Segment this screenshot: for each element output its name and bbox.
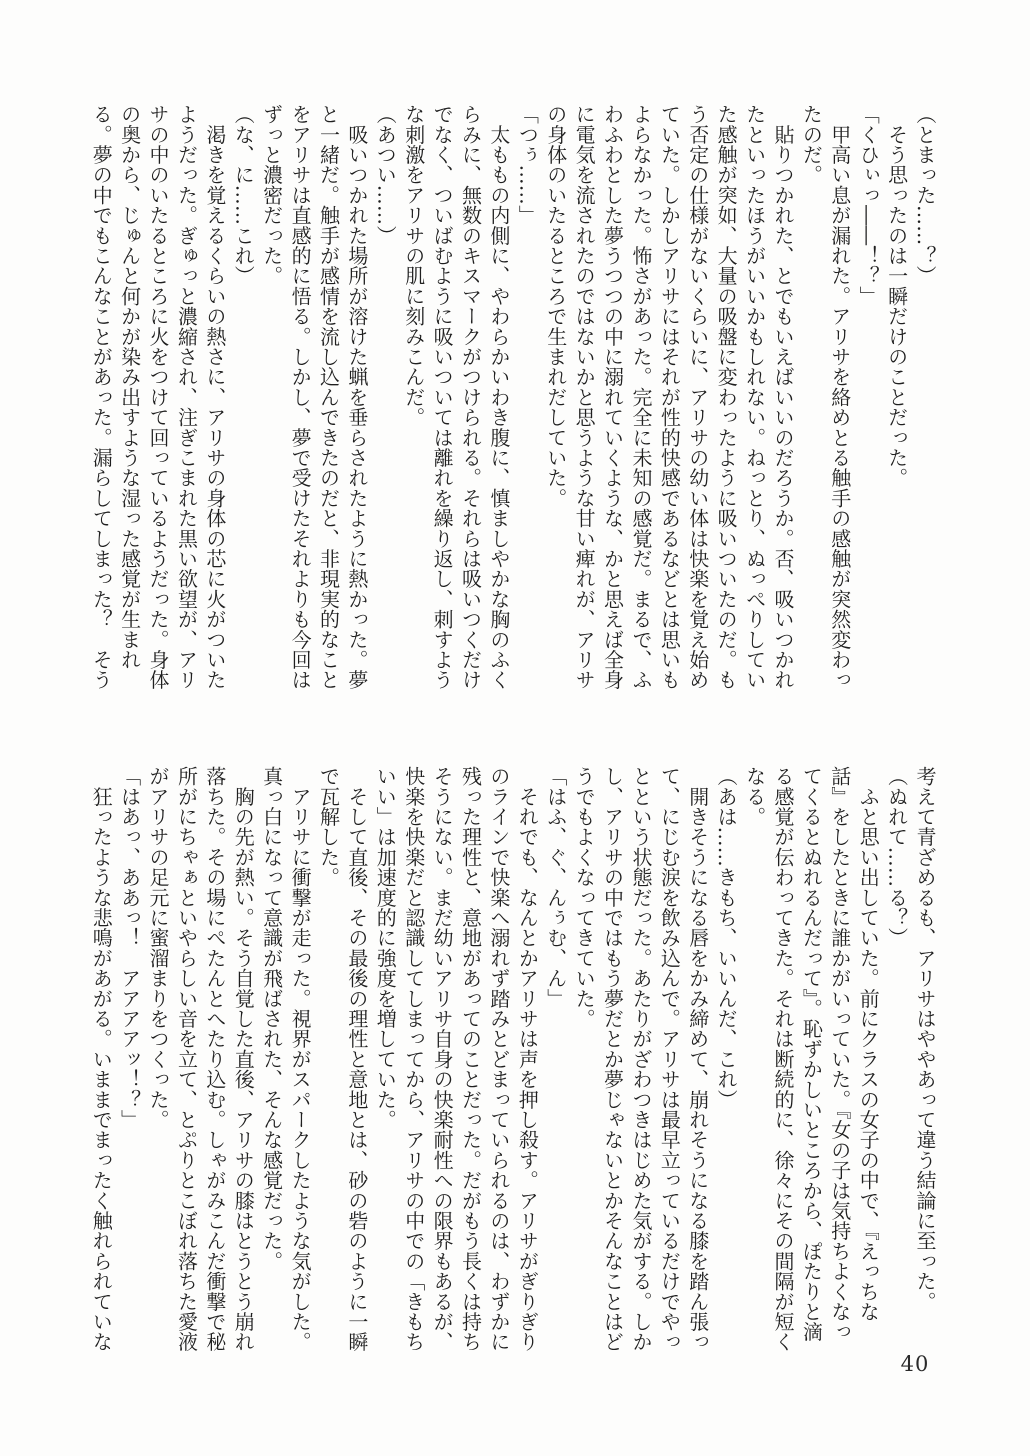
text-line: そして直後、その最後の理性と意地とは、砂の砦のように一瞬 [344, 766, 369, 1352]
text-line: たといったほうがいいかもしれない。ねっとり、ぬっぺりしてい [742, 104, 767, 690]
text-line: ふと思い出していた。前にクラスの女子の中で、『えっちな [856, 766, 881, 1322]
text-line: そうにない。まだ幼いアリサ自身の快楽耐性への限界もあるが、 [430, 766, 455, 1352]
text-line: らみに、無数のキスマークがつけられる。それらは吸いつくだけ [458, 104, 483, 690]
text-line: 開きそうになる唇をかみ締めて、崩れそうになる膝を踏ん張っ [685, 766, 710, 1352]
text-line: と一緒だ。触手が感情を流し込んできたのだと、非現実的なこと [316, 104, 341, 690]
text-line: なる。 [742, 766, 767, 827]
text-line: ずっと濃密だった。 [259, 104, 284, 286]
bottom-text-block [87, 766, 939, 1352]
text-line: （あは……きもち、いいんだ、これ） [714, 766, 739, 1110]
text-line: 「くひぃっ――！？」 [856, 104, 881, 306]
text-line: ようだった。ぎゅっと濃縮され、注ぎこまれた黒い欲望が、アリ [174, 104, 199, 690]
text-line: それでも、なんとかアリサは声を押し殺す。アリサがぎりぎり [515, 766, 540, 1352]
text-line: 残った理性と、意地があってのことだった。だがもう長くは持ち [458, 766, 483, 1352]
text-line: 考えて青ざめるも、アリサはややあって違う結論に至った。 [913, 766, 937, 1312]
text-line: 落ちた。その場にぺたんとへたり込む。しゃがみこんだ衝撃で秘 [202, 766, 227, 1352]
text-line: 渇きを覚えるくらいの熱さに、アリサの身体の芯に火がついた [202, 104, 227, 690]
text-line: て、にじむ涙を飲み込んで。アリサは最早立っているだけでやっ [657, 766, 682, 1352]
text-line: うでもよくなってきていた。 [572, 766, 597, 1029]
text-line: ていた。しかしアリサにはそれが性的快感であるなどとは思いも [657, 104, 682, 690]
text-line: とという状態だった。あたりがざわつきはじめた気がする。しか [628, 766, 653, 1352]
text-line: よらなかった。怖さがあった。完全に未知の感覚だ。まるで、ふ [628, 104, 653, 690]
text-line: に電気を流されたのではないかと思うような甘い痺れが、アリサ [572, 104, 597, 690]
text-line: アリサに衝撃が走った。視界がスパークしたような気がした。 [288, 766, 313, 1352]
text-line: で瓦解した。 [316, 766, 341, 888]
text-line: 太ももの内側に、やわらかいわき腹に、慎ましやかな胸のふく [486, 104, 511, 690]
text-line: う否定の仕様がないくらいに、アリサの幼い体は快楽を覚え始め [685, 104, 710, 690]
text-line: の身体のいたるところで生まれだしていた。 [543, 104, 568, 508]
text-line: サの中のいたるところに火をつけて回っているようだった。身体 [146, 104, 171, 690]
text-line: 「はあっ、ああっ！ アアアアッ！？」 [117, 766, 142, 1130]
text-line: いい」は加速度的に強度を増していた。 [373, 766, 398, 1130]
text-line: （な、に……これ） [231, 104, 256, 286]
page-number: 40 [900, 1352, 930, 1376]
text-line: （あつい……） [373, 104, 398, 246]
text-line: の奥から、じゅんと何かが染み出すような湿った感覚が生まれ [117, 104, 142, 670]
text-line: がアリサの足元に蜜溜まりをつくった。 [146, 766, 171, 1130]
text-line: てくるとぬれるんだって』。恥ずかしいところから、ぽたりと滴 [799, 766, 824, 1342]
text-line: し、アリサの中ではもう夢だとか夢じゃないとかそんなことはど [600, 766, 625, 1352]
text-line: な刺激をアリサの肌に刻みこんだ。 [401, 104, 426, 428]
text-line: （とまった……？） [913, 104, 937, 286]
text-line: 吸いつかれた場所が溶けた蝋を垂らされたように熱かった。夢 [344, 104, 369, 690]
text-line: 狂ったような悲鳴があがる。いままでまったく触れられていな [89, 766, 114, 1352]
text-line: 所がにちゃぁといやらしい音を立て、とぷりとこぼれ落ちた愛液 [174, 766, 199, 1352]
text-line: 「つぅ……」 [515, 104, 540, 226]
text-line: 甲高い息が漏れた。アリサを絡めとる触手の感触が突然変わっ [827, 104, 852, 690]
text-line: のラインで快楽へ溺れず踏みとどまっていられるのは、わずかに [486, 766, 511, 1352]
text-line: 真っ白になって意識が飛ばされた、そんな感覚だった。 [259, 766, 284, 1271]
text-line: 話』をしたときに誰かがいっていた。『女の子は気持ちよくなっ [827, 766, 852, 1342]
top-text-block [87, 104, 939, 690]
text-line: をアリサは直感的に悟る。しかし、夢で受けたそれよりも今回は [288, 104, 313, 690]
text-line: 「はふ、ぐ、んぅむ、ん」 [543, 766, 568, 1009]
text-line: （ぬれて……る？） [884, 766, 909, 948]
text-line: 快楽を快楽だと認識してしまってから、アリサの中での「きもち [401, 766, 426, 1352]
text-line: 貼りつかれた、とでもいえばいいのだろうか。否、吸いつかれ [770, 104, 795, 690]
text-line: でなく、ついばむように吸いついては離れを繰り返し、刺すよう [430, 104, 455, 690]
text-line: たのだ。 [799, 104, 824, 185]
text-line: そう思ったのは一瞬だけのことだった。 [884, 104, 909, 488]
text-line: た感触が突如、大量の吸盤に変わったように吸いついたのだ。も [714, 104, 739, 690]
text-line: わふわとした夢うつつの中に溺れていくような、かと思えば全身 [600, 104, 625, 690]
text-line: る。夢の中でもこんなことがあった。漏らしてしまった？ そう [89, 104, 114, 690]
text-line: 胸の先が熱い。そう自覚した直後、アリサの膝はとうとう崩れ [231, 766, 256, 1352]
text-line: る感覚が伝わってきた。それは断続的に、徐々にその間隔が短く [770, 766, 795, 1352]
